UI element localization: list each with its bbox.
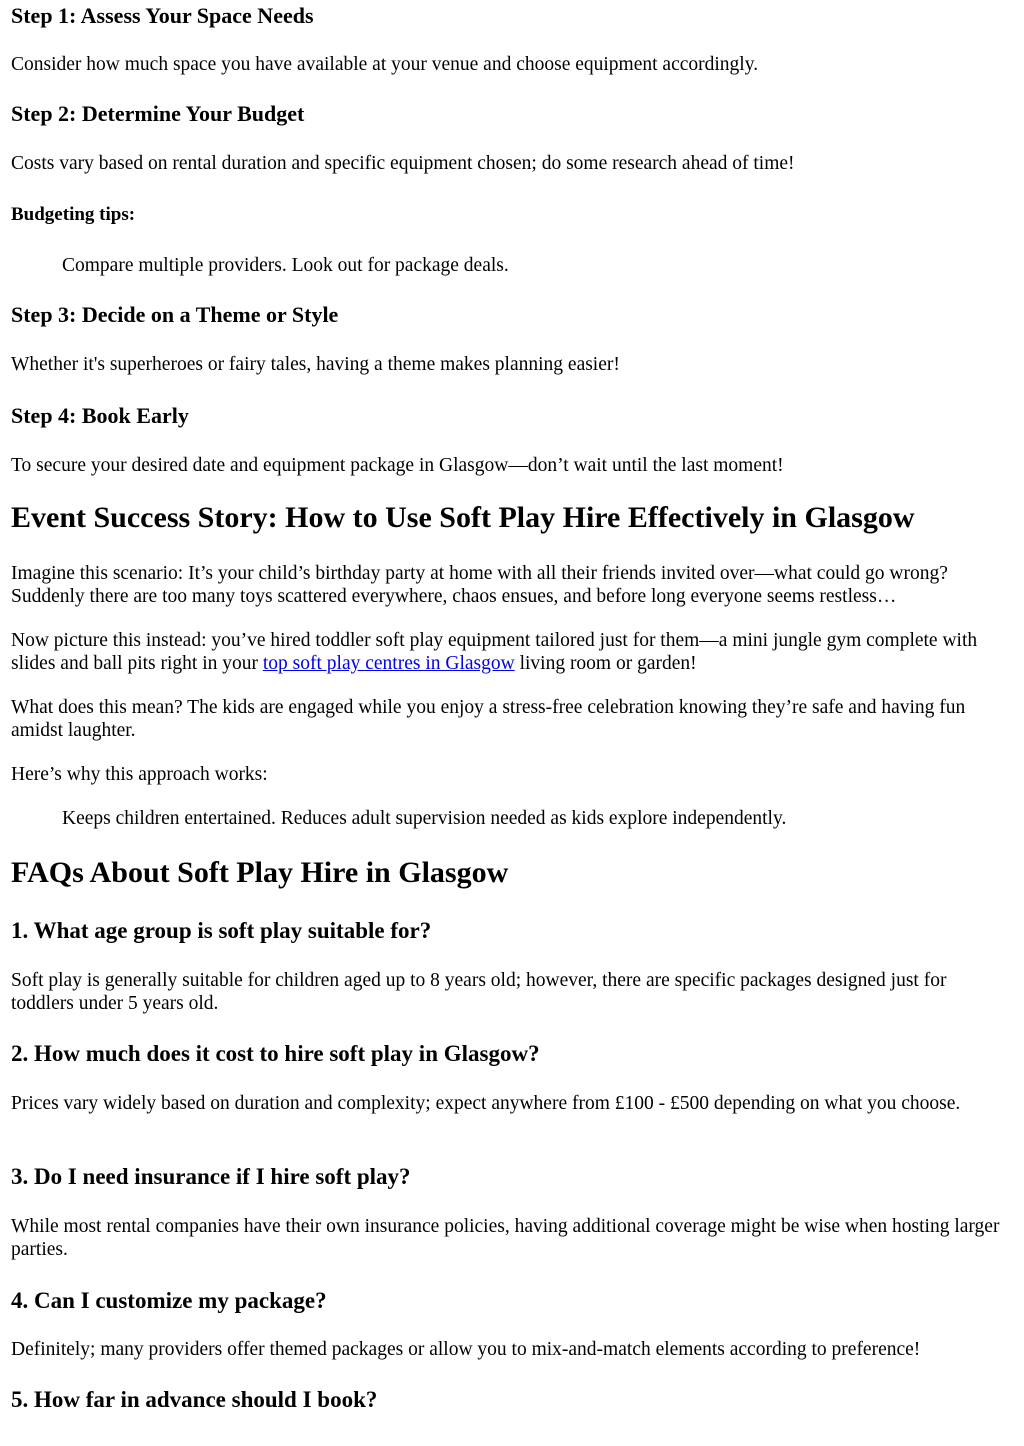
faq-question-4: 4. Can I customize my package? [11,1288,327,1313]
budgeting-tips-list: Compare multiple providers. Look out for package deals. [62,255,509,276]
faq-question-1: 1. What age group is soft play suitable for? [11,918,432,943]
faq-answer-3: While most rental companies have their own insurance policies, having additional coverage might be wise when hosting larger parties. [11,1216,1000,1260]
story-paragraph-1: Imagine this scenario: It’s your child’s birthday party at home with all their friends invited over—what could go wrong? Suddenly there are too many toys scattered everywhere, chaos ensues, and before long everyone seems restless… [11,563,948,607]
faq-answer-2: Prices vary widely based on duration and complexity; expect anywhere from £100 - £500 depending on what you choose. [11,1093,961,1114]
faq-answer-1: Soft play is generally suitable for children aged up to 8 years old; however, there are specific packages designed just for toddlers under 5 years old. [11,970,947,1014]
step-2-heading: Step 2: Determine Your Budget [11,101,305,126]
story-paragraph-4: Here’s why this approach works: [11,764,268,785]
soft-play-centres-link[interactable]: top soft play centres in Glasgow [262,653,515,674]
step-4-text: To secure your desired date and equipment package in Glasgow—don’t wait until the last moment! [11,455,784,476]
faq-answer-4: Definitely; many providers offer themed packages or allow you to mix-and-match elements according to preference! [11,1339,921,1360]
step-2-text: Costs vary based on rental duration and specific equipment chosen; do some research ahead of time! [11,153,795,174]
faq-question-5: 5. How far in advance should I book? [11,1387,378,1412]
step-4-heading: Step 4: Book Early [11,403,189,428]
story-paragraph-2 [11,629,1011,675]
step-1-heading: Step 1: Assess Your Space Needs [11,3,314,28]
faq-question-2: 2. How much does it cost to hire soft play in Glasgow? [11,1041,540,1066]
story-benefits-list: Keeps children entertained. Reduces adult supervision needed as kids explore independently. [62,808,787,829]
step-3-heading: Step 3: Decide on a Theme or Style [11,302,339,327]
story-paragraph-2-after: living room or garden! [514,653,697,674]
success-story-heading: Event Success Story: How to Use Soft Play Hire Effectively in Glasgow [11,501,915,534]
faq-question-3: 3. Do I need insurance if I hire soft play? [11,1164,411,1189]
story-paragraph-3: What does this mean? The kids are engaged while you enjoy a stress-free celebration knowing they’re safe and having fun amidst laughter. [11,697,966,741]
step-3-text: Whether it's superheroes or fairy tales, having a theme makes planning easier! [11,354,620,375]
story-paragraph-2-before: Now picture this instead: you’ve hired toddler soft play equipment tailored just for them—a mini jungle gym complete with slides and ball pits right in your [11,630,978,674]
step-1-text: Consider how much space you have available at your venue and choose equipment accordingly. [11,54,759,75]
faq-heading: FAQs About Soft Play Hire in Glasgow [11,856,509,889]
budgeting-tips-heading: Budgeting tips: [11,204,136,225]
